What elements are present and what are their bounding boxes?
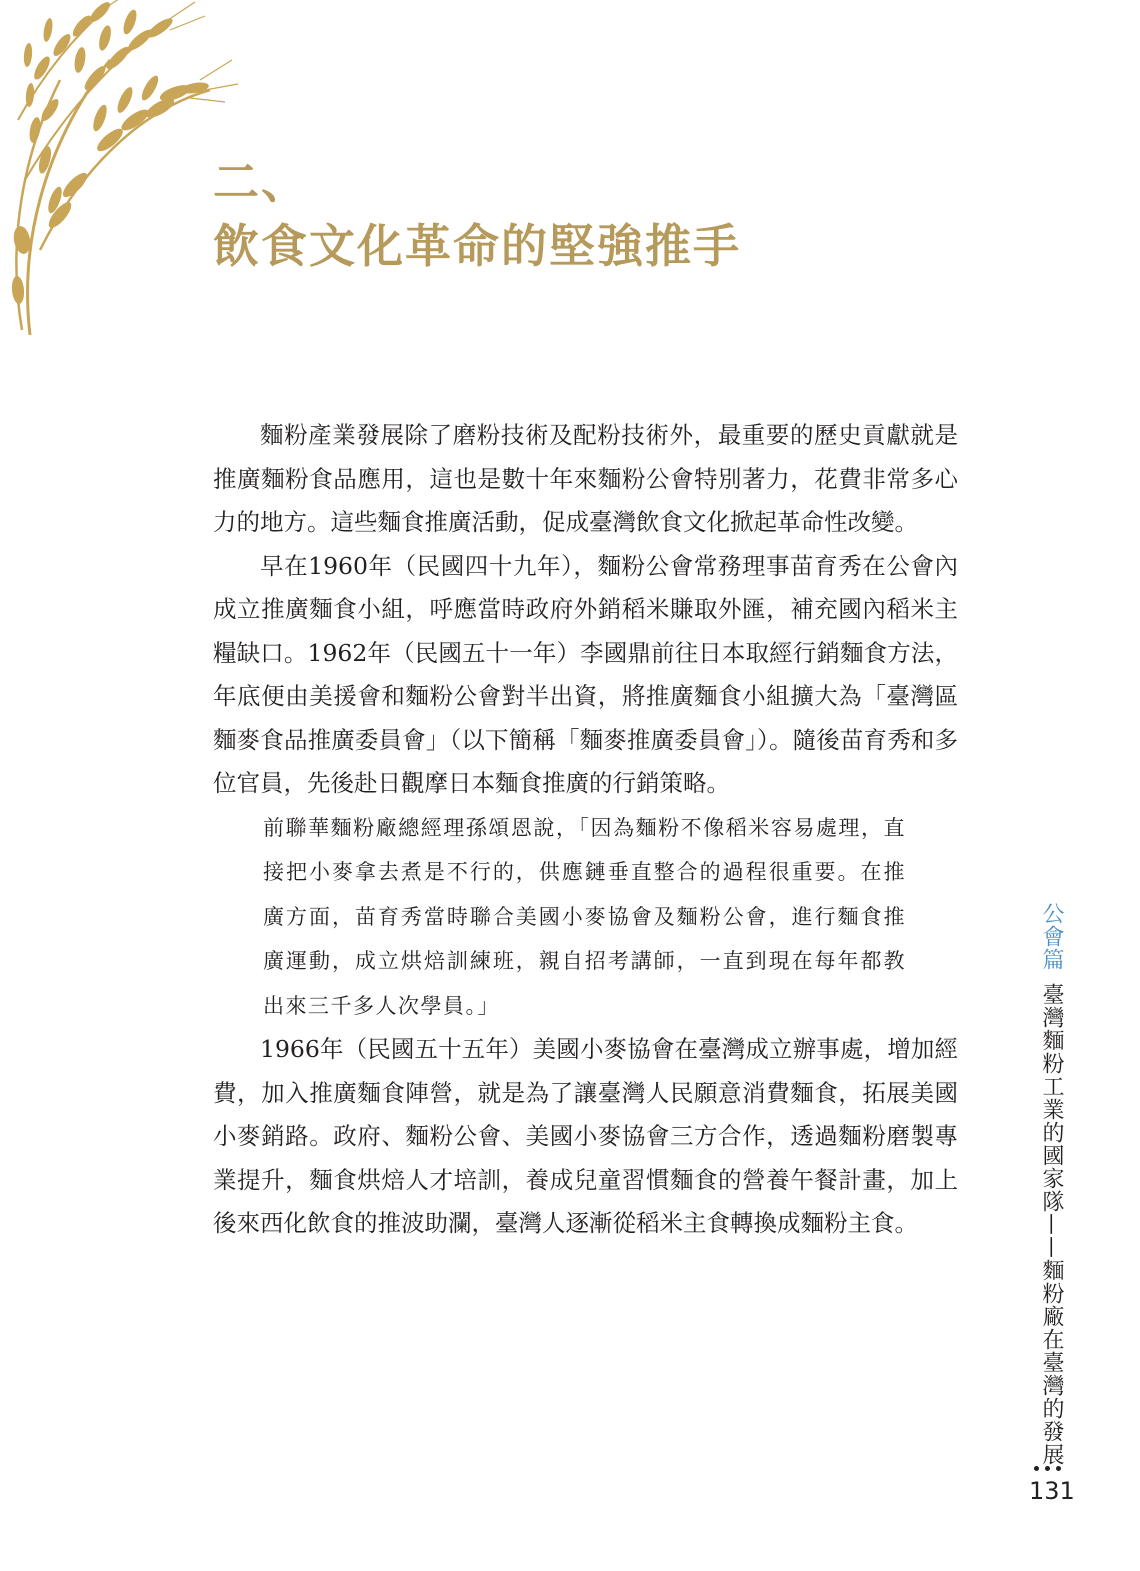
block-quote: 前聯華麵粉廠總經理孫頌恩說，「因為麵粉不像稻米容易處理，直接把小麥拿去煮是不行的，供應鏈垂直整合的過程很重要。在推廣方面，苗育秀當時聯合美國小麥協會及麵粉公會，進行麵食推廣運動，成立烘焙訓練班，親自招考講師，一直到現在每年都教出來三千多人次學員。」 [263,815,906,1018]
chapter-heading: 飲食文化革命的堅強推手 [213,219,741,273]
paragraph-2: 早在1960年（民國四十九年），麵粉公會常務理事苗育秀在公會內成立推廣麵食小組，呼應當時政府外銷稻米賺取外匯，補充國內稻米主糧缺口。1962年（民國五十一年）李國鼎前往日本取經行銷麵食方法，年底便由美援會和麵粉公會對半出資，將推廣麵食小組擴大為「臺灣區麵麥食品推廣委員會」（以下簡稱「麵麥推廣委員會」）。隨後苗育秀和多位官員，先後赴日觀摩日本麵食推廣的行銷策略。 [213,551,958,797]
running-header-vertical [1036,902,1066,1466]
chapter-title [213,150,741,278]
wheat-stalks-icon [0,0,240,340]
chapter-number: 二、 [213,155,309,209]
book-title: 臺灣麵粉工業的國家隊 [1039,983,1064,1213]
paragraph-1: 麵粉產業發展除了磨粉技術及配粉技術外，最重要的歷史貢獻就是推廣麵粉食品應用，這也是數十年來麵粉公會特別著力，花費非常多心力的地方。這些麵食推廣活動，促成臺灣飲食文化掀起革命性改變。 [213,421,958,536]
ellipsis-dots-icon [1034,1466,1068,1474]
title-dash: —— [1039,1213,1064,1259]
book-subtitle: 麵粉廠在臺灣的發展 [1039,1259,1064,1466]
body-text [213,414,958,1246]
page-number: 131 [1029,1477,1075,1505]
section-label: 公會篇 [1039,902,1064,971]
paragraph-3: 1966年（民國五十五年）美國小麥協會在臺灣成立辦事處，增加經費，加入推廣麵食陣營，就是為了讓臺灣人民願意消費麵食，拓展美國小麥銷路。政府、麵粉公會、美國小麥協會三方合作，透過麵粉磨製專業提升，麵食烘焙人才培訓，養成兒童習慣麵食的營養午餐計畫，加上後來西化飲食的推波助瀾，臺灣人逐漸從稻米主食轉換成麵粉主食。 [213,1035,958,1237]
